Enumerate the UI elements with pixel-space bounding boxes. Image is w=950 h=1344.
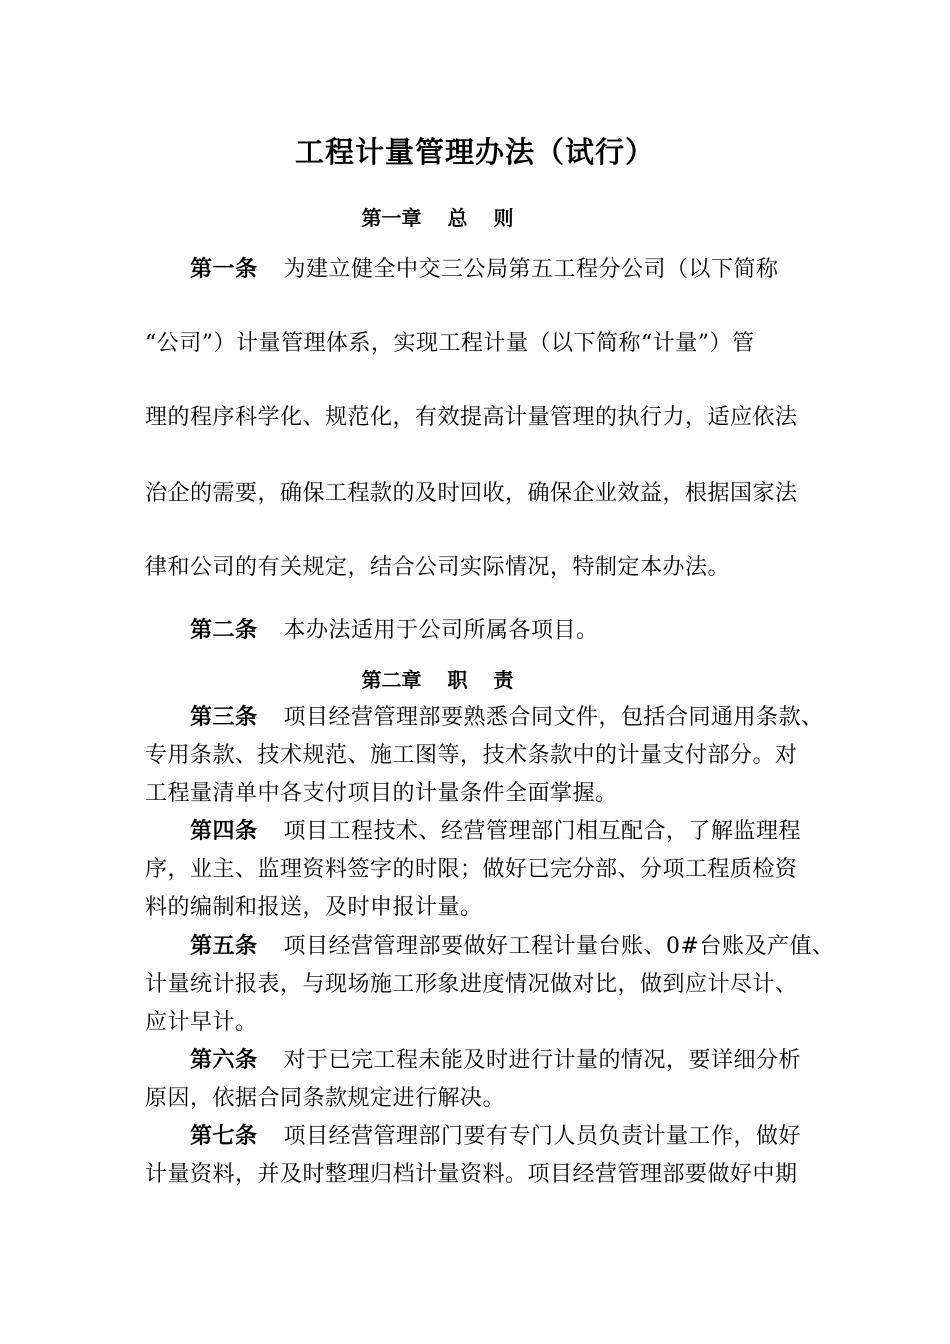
article-3-label: 第三条	[190, 704, 258, 730]
document-title: 工程计量管理办法（试行）	[294, 135, 655, 169]
article-1-line-5: 律和公司的有关规定，结合公司实际情况，特制定本办法。	[145, 555, 731, 580]
article-4-label: 第四条	[190, 818, 258, 844]
article-5-line-3: 应计早计。	[145, 1010, 258, 1035]
article-5-label: 第五条	[190, 933, 258, 959]
article-1-line-4: 治企的需要，确保工程款的及时回收，确保企业效益，根据国家法	[145, 481, 798, 506]
article-1-line-3: 理的程序科学化、规范化，有效提高计量管理的执行力，适应依法	[145, 405, 798, 430]
article-6-line-1: 第六条 对于已完工程未能及时进行计量的情况，要详细分析	[190, 1047, 802, 1073]
article-5-line-1: 第五条 项目经营管理部要做好工程计量台账、0#台账及产值、	[190, 933, 835, 959]
article-1-line-1: 第一条 为建立健全中交三公局第五工程分公司（以下简称	[190, 256, 779, 282]
article-6-label: 第六条	[190, 1047, 258, 1073]
article-1-label: 第一条	[190, 256, 258, 282]
article-3-line-3: 工程量清单中各支付项目的计量条件全面掌握。	[145, 781, 618, 806]
article-2-label: 第二条	[190, 617, 258, 643]
article-7-line-2: 计量资料，并及时整理归档计量资料。项目经营管理部要做好中期	[145, 1162, 798, 1187]
article-4-line-3: 料的编制和报送，及时申报计量。	[145, 895, 483, 920]
article-1-line-2: “公司”）计量管理体系，实现工程计量（以下简称“计量”）管	[145, 331, 755, 356]
article-2-line-1: 第二条 本办法适用于公司所属各项目。	[190, 617, 599, 643]
article-4-line-1: 第四条 项目工程技术、经营管理部门相互配合，了解监理程	[190, 818, 802, 844]
article-4-line-2: 序，业主、监理资料签字的时限；做好已完分部、分项工程质检资	[145, 857, 798, 882]
article-5-line-2: 计量统计报表，与现场施工形象进度情况做对比，做到应计尽计、	[145, 972, 798, 997]
article-7-label: 第七条	[190, 1123, 258, 1149]
chapter-heading-2: 第二章 职 责	[361, 668, 514, 692]
article-6-line-2: 原因，依据合同条款规定进行解决。	[145, 1086, 506, 1111]
article-3-line-1: 第三条 项目经营管理部要熟悉合同文件，包括合同通用条款、	[190, 704, 824, 730]
chapter-heading-1: 第一章 总 则	[361, 206, 514, 230]
article-3-line-2: 专用条款、技术规范、施工图等，技术条款中的计量支付部分。对	[145, 743, 798, 768]
article-7-line-1: 第七条 项目经营管理部门要有专门人员负责计量工作，做好	[190, 1123, 802, 1149]
